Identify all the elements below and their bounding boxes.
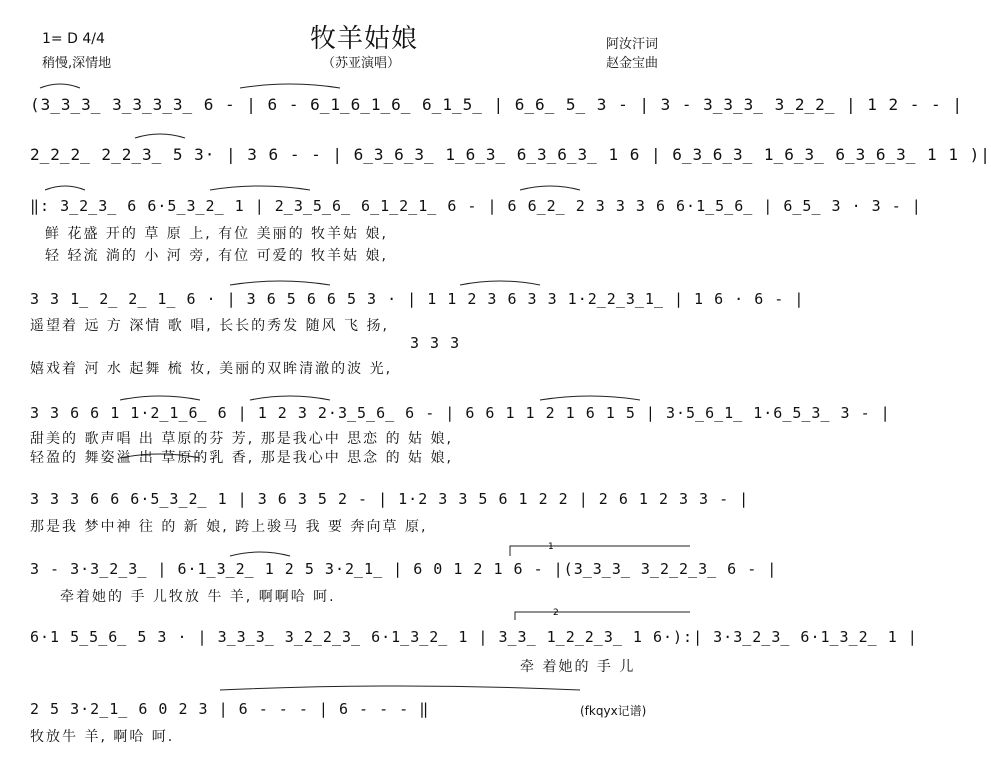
lyrics-line-9: 牧放牛 羊, 啊哈 呵.	[30, 729, 175, 745]
lyrics-line-4-verse2: 嬉戏着 河 水 起舞 梳 妆, 美丽的双眸清澈的波 光,	[30, 361, 393, 377]
lyrics-line-3-verse2: 轻 轻流 淌的 小 河 旁, 有位 可爱的 牧羊姑 娘,	[45, 248, 388, 264]
score-line-2: 2̲2̲2̲ 2̲2̲3̲ 5 3· | 3 6 - - | 6̲3̲6̲3̲ 1̲6̲3̲ 6̲3̲6̲3̲ 1 6 | 6̲3̲6̲3̲ 1̲6̲3̲ 6̲3̲6̲3̲ 1 1 )|	[30, 145, 991, 164]
slur	[45, 186, 85, 190]
volta-2-bracket	[515, 612, 690, 620]
slur	[120, 396, 200, 400]
lyrics-line-7: 牵着她的 手 儿牧放 牛 羊, 啊啊哈 呵.	[60, 589, 336, 605]
score-line-7: 3 - 3·3̲2̲3̲ | 6·1̲3̲2̲ 1 2 5 3·2̲1̲ | 6 0 1 2 1 6 - |(3̲3̲3̲ 3̲2̲2̲3̲ 6 - |	[30, 560, 778, 578]
slur	[520, 186, 580, 190]
alt-notes: 3 3 3	[410, 334, 461, 352]
slur	[230, 552, 290, 556]
lyrics-line-5-verse1: 甜美的 歌声唱 出 草原的芬 芳, 那是我心中 思恋 的 姑 娘,	[30, 431, 453, 447]
score-line-5: 3 3 6 6 1 1·2̲1̲6̲ 6 | 1 2 3 2·3̲5̲6̲ 6 - | 6 6 1 1 2 1 6 1 5 | 3·5̲6̲1̲ 1·6̲5̲3̲ 3 - |	[30, 404, 891, 422]
slur	[135, 134, 185, 138]
slur	[460, 281, 540, 285]
slur	[540, 396, 640, 400]
lyrics-line-4-verse1: 遥望着 远 方 深情 歌 唱, 长长的秀发 随风 飞 扬,	[30, 318, 389, 334]
volta-1-bracket	[510, 546, 690, 556]
lyrics-line-8: 牵 着她的 手 儿	[520, 659, 636, 675]
slur	[210, 186, 310, 190]
score-line-8: 6·1 5̲5̲6̲ 5 3 · | 3̲3̲3̲ 3̲2̲2̲3̲ 6·1̲3̲2̲ 1 | 3̲3̲ 1̲2̲2̲3̲ 1 6·):| 3·3̲2̲3̲ 6·1̲3̲2̲ 1 |	[30, 628, 918, 646]
volta-2-label: 2	[553, 608, 559, 618]
slur	[220, 686, 580, 690]
lyrics-line-6: 那是我 梦中神 往 的 新 娘, 跨上骏马 我 要 奔向草 原,	[30, 519, 428, 535]
lyricist: 阿汝汗词	[606, 37, 659, 52]
transcriber-credit: (fkqyx记谱)	[580, 704, 647, 718]
slur	[40, 84, 80, 88]
singer: （苏亚演唱）	[322, 56, 401, 71]
score-line-9: 2 5 3·2̲1̲ 6 0 2 3 | 6 - - - | 6 - - - ‖	[30, 700, 430, 718]
lyrics-line-3-verse1: 鲜 花盛 开的 草 原 上, 有位 美丽的 牧羊姑 娘,	[45, 226, 388, 242]
score-line-3: ‖: 3̲2̲3̲ 6 6·5̲3̲2̲ 1 | 2̲3̲5̲6̲ 6̲1̲2̲1̲ 6 - | 6 6̲2̲ 2 3 3 3 6 6·1̲5̲6̲ | 6̲5̲ 3 · 3 - |	[30, 197, 922, 215]
composer: 赵金宝曲	[606, 56, 659, 71]
song-title: 牧羊姑娘	[310, 24, 419, 54]
slur	[230, 281, 330, 285]
lyrics-line-5-verse2: 轻盈的 舞姿溢 出 草原的乳 香, 那是我心中 思念 的 姑 娘,	[30, 450, 453, 466]
tempo-marking: 稍慢,深情地	[42, 56, 112, 71]
score-line-4: 3 3 1̲ 2̲ 2̲ 1̲ 6 · | 3 6 5 6 6 5 3 · | 1 1 2 3 6 3 3 1·2̲2̲3̲1̲ | 1 6 · 6 - |	[30, 290, 805, 308]
volta-1-label: 1	[548, 542, 554, 552]
slur	[250, 396, 330, 400]
score-line-1: (3̲3̲3̲ 3̲3̲3̲3̲ 6 - | 6 - 6̲1̲6̲1̲6̲ 6̲1̲5̲ | 6̲6̲ 5̲ 3 - | 3 - 3̲3̲3̲ 3̲2̲2̲ | 1 2 - - |	[30, 95, 963, 114]
slur	[240, 84, 340, 88]
key-signature: 1= D 4/4	[42, 31, 105, 47]
score-line-6: 3 3 3 6 6 6·5̲3̲2̲ 1 | 3 6 3 5 2 - | 1·2 3 3 5 6 1 2 2 | 2 6 1 2 3 3 - |	[30, 490, 750, 508]
